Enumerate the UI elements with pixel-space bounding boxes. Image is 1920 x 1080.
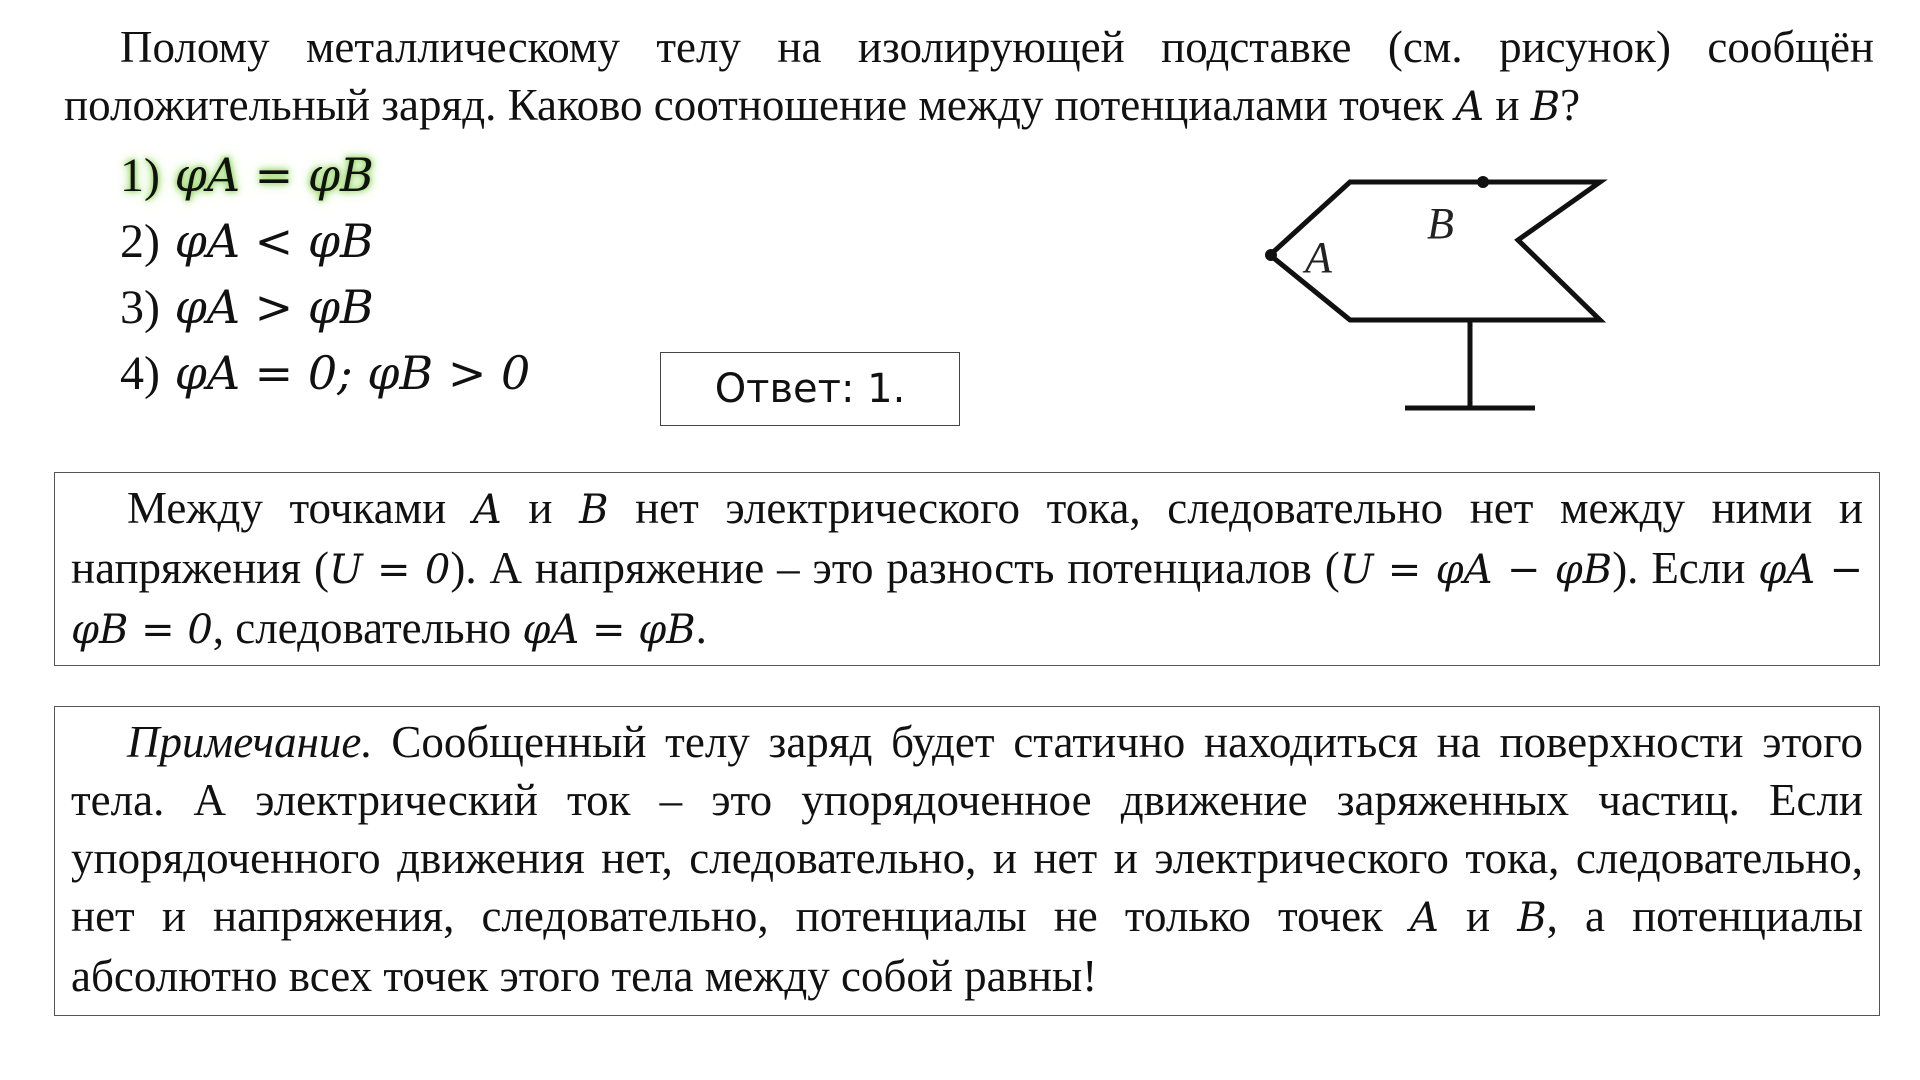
question-body: Полому металлическому телу на изолирующей подставке (см. рисунок) сообщён положительный заряд. Каково соотношение между потенциалами точек bbox=[64, 22, 1874, 130]
explanation-text: ). А напряжение – это разность потенциалов ( bbox=[450, 543, 1340, 593]
point-a-label: A bbox=[1410, 895, 1439, 941]
conjunction: и bbox=[1484, 80, 1531, 130]
figure-label-b: B bbox=[1427, 199, 1454, 248]
option-4[interactable] bbox=[120, 340, 680, 406]
option-number: 1) bbox=[120, 149, 160, 202]
metal-body-figure bbox=[1250, 160, 1630, 420]
point-b-label: B bbox=[1517, 895, 1547, 941]
explanation-text: ). Если bbox=[1612, 543, 1759, 593]
note-text: , а потенциалы абсолютно всех точек этого тела между собой равны! bbox=[71, 891, 1863, 1001]
explanation-text: Между точками bbox=[127, 483, 473, 533]
formula-potentials-equal: φA = φB bbox=[522, 607, 696, 653]
note-label: Примечание. bbox=[127, 717, 373, 767]
point-b-label: B bbox=[579, 487, 609, 533]
point-b-label: B bbox=[1530, 84, 1561, 130]
option-number: 3) bbox=[120, 281, 160, 334]
explanation-text: , следовательно bbox=[212, 603, 523, 653]
note-text: Сообщенный телу заряд будет статично находиться на поверхности этого тела. А электрический ток – это упорядоченное движение заряженных частиц. Если упорядоченного движения нет, следовательно, и нет и электрического тока, следовательно, нет и напряжения, следовательно, потенциалы не только точек bbox=[71, 717, 1863, 941]
note-text: и bbox=[1438, 891, 1518, 941]
point-a-dot bbox=[1265, 249, 1277, 261]
option-1[interactable] bbox=[120, 142, 680, 208]
option-number: 2) bbox=[120, 215, 160, 268]
point-a-label: A bbox=[472, 487, 502, 533]
option-formula: φA = φB bbox=[174, 148, 374, 202]
point-b-dot bbox=[1477, 176, 1489, 188]
option-number: 4) bbox=[120, 347, 160, 400]
answer-box: Ответ: 1. bbox=[660, 352, 960, 426]
explanation-text: нет электрического тока, следовательно нет между ними и напряжения ( bbox=[71, 483, 1863, 593]
option-3[interactable] bbox=[120, 274, 680, 340]
option-formula: φA < φB bbox=[174, 214, 374, 268]
explanation-text: . bbox=[695, 603, 707, 653]
explanation-text: и bbox=[501, 483, 580, 533]
figure-label-a: A bbox=[1305, 233, 1332, 282]
option-formula: φA > φB bbox=[174, 280, 374, 334]
explanation-box bbox=[54, 472, 1880, 666]
option-formula: φA = 0; φB > 0 bbox=[174, 346, 531, 400]
note-box bbox=[54, 706, 1880, 1016]
option-2[interactable] bbox=[120, 208, 680, 274]
question-mark: ? bbox=[1560, 80, 1581, 130]
question-text bbox=[64, 18, 1874, 136]
formula-voltage-zero: U = 0 bbox=[328, 547, 451, 593]
answer-options bbox=[120, 142, 680, 406]
formula-voltage-difference: U = φA − φB bbox=[1339, 547, 1613, 593]
point-a-label: A bbox=[1455, 84, 1485, 130]
formula-difference-zero: φA − φB = 0 bbox=[71, 547, 1864, 653]
